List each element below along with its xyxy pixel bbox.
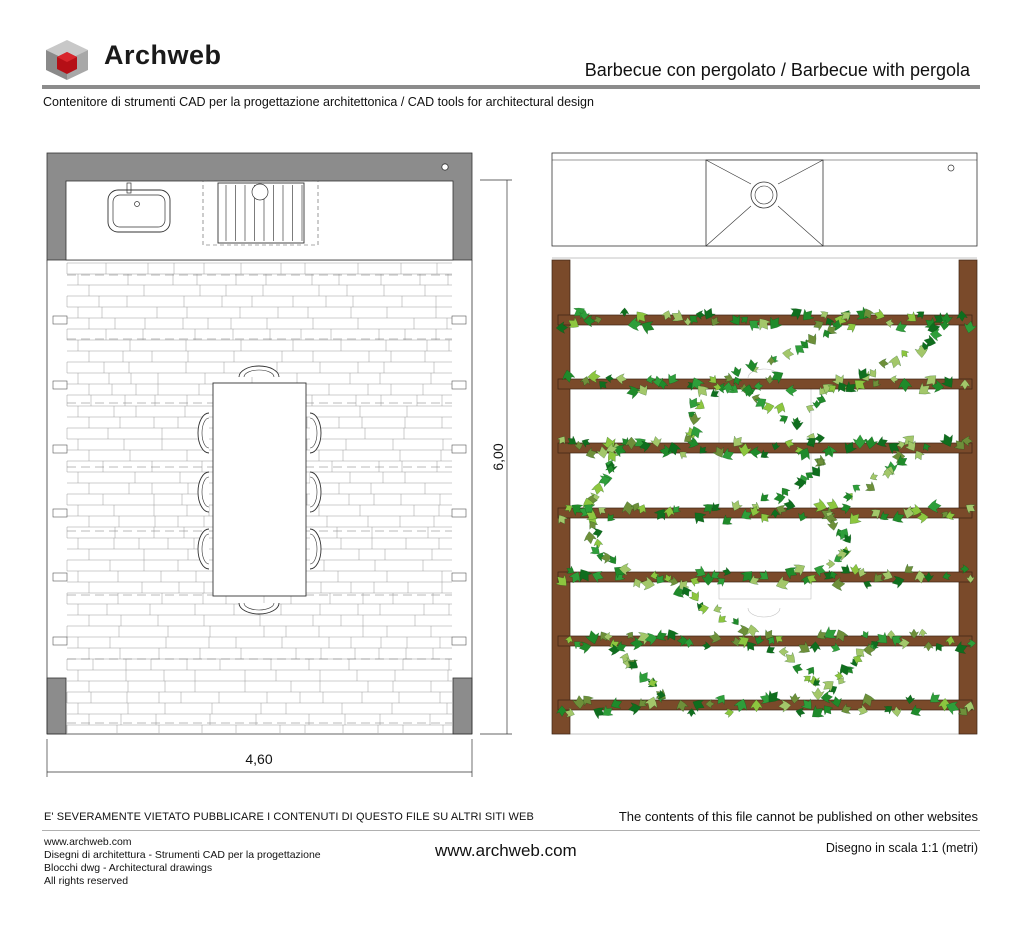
header-rule (42, 85, 980, 89)
warning-english: The contents of this file cannot be published on other websites (618, 809, 978, 824)
brand-name[interactable]: Archweb (104, 40, 222, 70)
depth-label: 6,00 (490, 443, 506, 471)
info-line-website[interactable]: www.archweb.com (44, 836, 132, 848)
cube-logo-icon (44, 38, 90, 82)
page-subtitle: Contenitore di strumenti CAD per la progettazione architettonica / CAD tools for architectural design (43, 95, 594, 109)
info-line-drawings: Disegni di architettura - Strumenti CAD per la progettazione (44, 849, 321, 861)
sink (108, 183, 170, 232)
info-line-rights: All rights reserved (44, 875, 129, 887)
pergola-top-view (548, 148, 988, 748)
scale-note: Disegno in scala 1:1 (metri) (825, 841, 978, 855)
warning-italian: E' SEVERAMENTE VIETATO PUBBLICARE I CONTENUTI DI QUESTO FILE SU ALTRI SITI WEB (44, 811, 534, 823)
plan-view (40, 145, 520, 785)
footer-rule (42, 830, 980, 831)
info-line-blocks: Blocchi dwg - Architectural drawings (44, 862, 213, 874)
page-title: Barbecue con pergolato / Barbecue with pergola (584, 60, 970, 80)
footer-url-link[interactable]: www.archweb.com (435, 841, 577, 860)
dining-table (213, 383, 306, 596)
width-label: 4,60 (245, 751, 273, 767)
barbecue-grill (203, 181, 318, 245)
